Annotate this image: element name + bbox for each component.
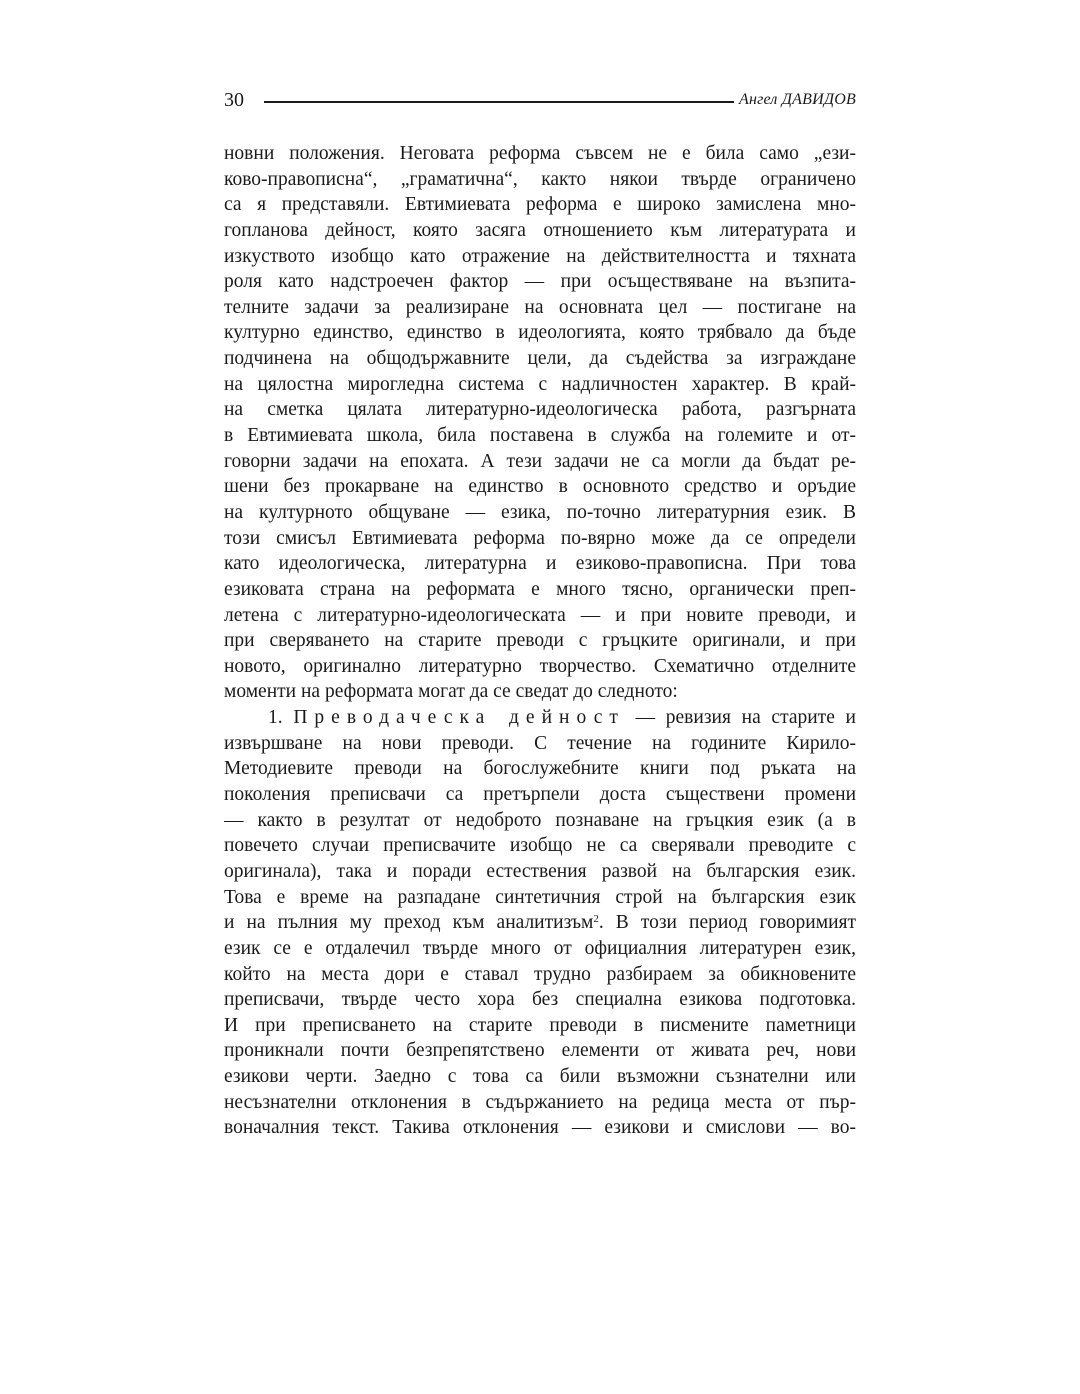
text-line: И при преписването на старите преводи в писмените паметници xyxy=(224,1014,856,1036)
paragraph-continued xyxy=(224,141,856,705)
text-line: изкуството изобщо като отражение на действителността и тяхната xyxy=(224,245,856,267)
text-line: новни положения. Неговата реформа съвсем не е била само „ези- xyxy=(224,143,856,164)
text-line: роля като надстроечен фактор — при осъществяване на възпита- xyxy=(224,271,856,293)
text-line: гопланова дейност, която засяга отношението към литературата и xyxy=(224,219,856,241)
text-line: езиковата страна на реформата е много тясно, органически преп- xyxy=(224,578,856,600)
text-line: културно единство, единство в идеологията, която трябвало да бъде xyxy=(224,322,856,344)
text-line: при сверяването на старите преводи с гръцките оригинали, и при xyxy=(224,630,856,652)
page-header xyxy=(224,86,856,116)
text-line: подчинена на общодържавните цели, да съдейства за изграждане xyxy=(224,348,856,370)
text-line: моменти на реформата могат да се сведат до следното: xyxy=(224,681,678,703)
text-line: езикови черти. Заедно с това са били възможни съзнателни или xyxy=(224,1066,856,1088)
item-number: 1. xyxy=(268,707,283,729)
text-line: този смисъл Евтимиевата реформа по-вярно може да се определи xyxy=(224,527,856,549)
header-rule xyxy=(264,101,734,103)
body-text xyxy=(224,141,856,1141)
paragraph-translation-activity xyxy=(224,705,856,1141)
text-line: воначалния текст. Такива отклонения — езикови и смислови — во- xyxy=(224,1117,856,1139)
text-line: ково-правописна“, „граматична“, както някои твърде ограничено xyxy=(224,168,856,190)
text-line: на културното общуване — езика, по-точно литературния език. В xyxy=(224,501,856,523)
numbered-item-first-line xyxy=(224,705,856,731)
text-line: на сметка цялата литературно-идеологическа работа, разгърната xyxy=(224,399,856,421)
text-line: повечето случаи преписвачите изобщо не са сверявали преводите с xyxy=(224,835,856,857)
text-fragment: — ревизия на старите и xyxy=(624,707,856,729)
text-line: летена с литературно-идеологическата — и при новите преводи, и xyxy=(224,604,856,626)
text-fragment: и на пълния му преход към аналитизъм xyxy=(224,912,594,934)
text-line: език се е отдалечил твърде много от официалния литературен език, xyxy=(224,937,856,959)
text-line: извършване на нови преводи. С течение на годините Кирило- xyxy=(224,732,856,754)
text-line: в Евтимиевата школа, била поставена в служба на големите и от- xyxy=(224,425,856,447)
text-line: който на места дори е ставал трудно разбираем за обикновените xyxy=(224,963,856,985)
running-head-author: Ангел ДАВИДОВ xyxy=(738,91,856,108)
text-line: новото, оригинално литературно творчество. Схематично отделните xyxy=(224,655,856,677)
text-line: поколения преписвачи са претърпели доста съществени промени xyxy=(224,784,856,806)
text-fragment: . В този период говоримият xyxy=(598,912,856,934)
text-line: несъзнателни отклонения в съдържанието на редица места от пър- xyxy=(224,1091,856,1113)
text-line: преписвачи, твърде често хора без специална езикова подготовка. xyxy=(224,989,856,1011)
text-line: на цялостна мирогледна система с надличностен характер. В край- xyxy=(224,373,856,395)
text-line: шени без прокарване на единство в основното средство и оръдие xyxy=(224,476,856,498)
text-line: говорни задачи на епохата. А тези задачи не са могли да бъдат ре- xyxy=(224,450,856,472)
text-line: като идеологическа, литературна и езиково-правописна. При това xyxy=(224,553,856,575)
text-line: проникнали почти безпрепятствено елементи от живата реч, нови xyxy=(224,1040,856,1062)
text-line: Методиевите преводи на богослужебните книги под ръката на xyxy=(224,758,856,780)
text-line: — както в резултат от недоброто познаване на гръцкия език (а в xyxy=(224,809,856,831)
text-line: Това е време на разпадане синтетичния строй на българския език xyxy=(224,886,856,908)
text-line: телните задачи за реализиране на основната цел — постигане на xyxy=(224,296,856,318)
page-number: 30 xyxy=(224,89,244,111)
spaced-term: Преводаческа дейност xyxy=(293,707,625,729)
text-line: оригинала), така и поради естествения развой на българския език. xyxy=(224,860,856,882)
text-line: са я представяли. Евтимиевата реформа е широко замислена мно- xyxy=(224,194,856,216)
footnote-marker[interactable]: 2 xyxy=(593,913,599,926)
footnote-ref-line xyxy=(224,910,856,936)
